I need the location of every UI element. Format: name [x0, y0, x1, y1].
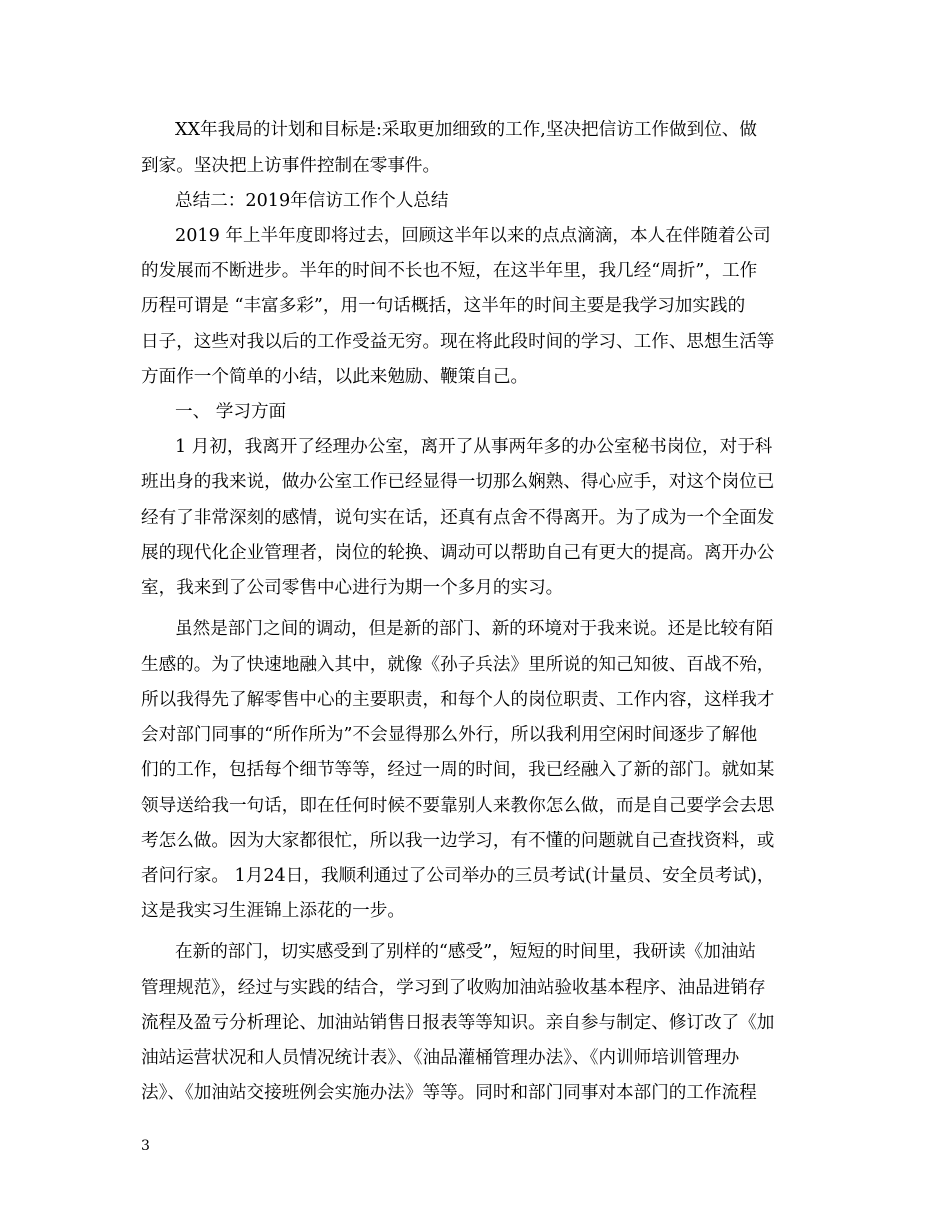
text-line: 2019 年上半年度即将过去，回顾这半年以来的点点滴滴，本人在伴随着公司	[175, 226, 771, 246]
text-line: 1 月初，我离开了经理办公室，离开了从事两年多的办公室秘书岗位，对于科	[175, 437, 773, 457]
text-line: 油站运营状况和人员情况统计表》、《油品灌桶管理办法》、《内训师培训管理办	[141, 1048, 740, 1068]
text-line: 流程及盈亏分析理论、加油站销售日报表等等知识。亲自参与制定、修订改了《加	[141, 1013, 775, 1033]
text-line: 历程可谓是 “丰富多彩”，用一句话概括，这半年的时间主要是我学习加实践的	[141, 296, 746, 316]
text-line: 管理规范》，经过与实践的结合，学习到了收购加油站验收基本程序、油品进销存	[141, 978, 766, 998]
text-line: 到家。坚决把上访事件控制在零事件。	[141, 156, 441, 176]
text-line: 在新的部门，切实感受到了别样的“感受”，短短的时间里，我研读《加油站	[175, 942, 756, 962]
text-line: 者问行家。 1月24日，我顺利通过了公司举办的三员考试(计量员、安全员考试)，	[141, 866, 775, 886]
text-line: 展的现代化企业管理者，岗位的轮换、调动可以帮助自己有更大的提高。离开办公	[141, 543, 775, 563]
text-line: 方面作一个简单的小结，以此来勉励、鞭策自己。	[141, 367, 529, 387]
text-line: 总结二：2019年信访工作个人总结	[175, 191, 449, 211]
section-heading: 一、 学习方面	[175, 402, 287, 422]
text-line: 经有了非常深刻的感情，说句实在话，还真有点舍不得离开。为了成为一个全面发	[141, 508, 775, 528]
text-line: 室，我来到了公司零售中心进行为期一个多月的实习。	[141, 578, 564, 598]
text-line: 班出身的我来说，做办公室工作已经显得一切那么娴熟、得心应手，对这个岗位已	[141, 472, 775, 492]
text-line: 所以我得先了解零售中心的主要职责，和每个人的岗位职责、工作内容，这样我才	[141, 690, 775, 710]
page-number: 3	[141, 1138, 150, 1154]
text-line: 日子，这些对我以后的工作受益无穷。现在将此段时间的学习、工作、思想生活等	[141, 332, 775, 352]
text-line: 这是我实习生涯锦上添花的一步。	[141, 901, 405, 921]
text-line: 会对部门同事的“所作所为”不会显得那么外行，所以我利用空闲时间逐步了解他	[141, 725, 758, 745]
text-line: 法》、《加油站交接班例会实施办法》等等。同时和部门同事对本部门的工作流程	[141, 1083, 757, 1103]
text-line: 生感的。为了快速地融入其中，就像《孙子兵法》里所说的知己知彼、百战不殆，	[141, 655, 775, 675]
text-line: 虽然是部门之间的调动，但是新的部门、新的环境对于我来说。还是比较有陌	[175, 619, 774, 639]
text-line: 们的工作，包括每个细节等等，经过一周的时间，我已经融入了新的部门。就如某	[141, 760, 775, 780]
text-line: 的发展而不断进步。半年的时间不长也不短，在这半年里，我几经“周折”，工作	[141, 261, 758, 281]
text-line: 领导送给我一句话，即在任何时候不要靠别人来教你怎么做，而是自己要学会去思	[141, 796, 775, 816]
text-line: 考怎么做。因为大家都很忙，所以我一边学习，有不懂的问题就自己查找资料，或	[141, 831, 775, 851]
text-line: XX年我局的计划和目标是:采取更加细致的工作,坚决把信访工作做到位、做	[175, 120, 757, 140]
